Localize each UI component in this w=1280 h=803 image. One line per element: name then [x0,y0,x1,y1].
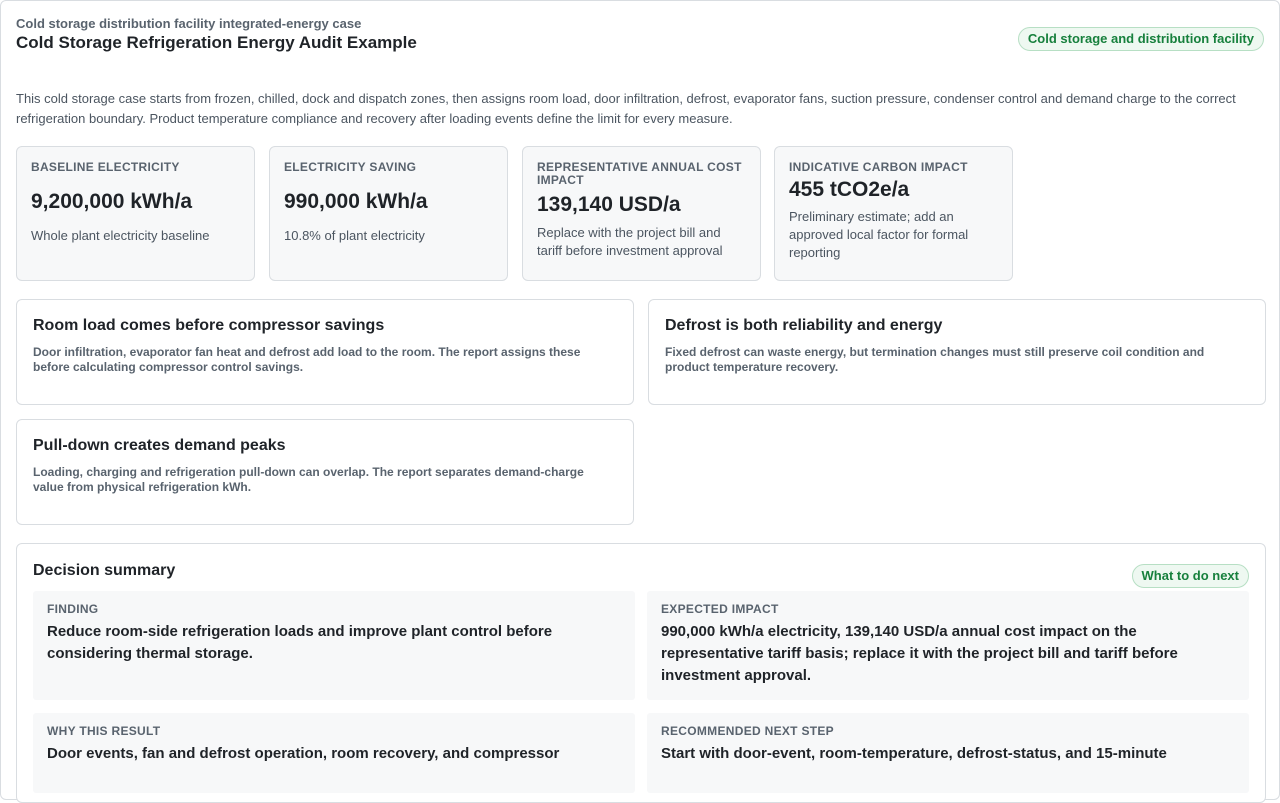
metric-label: INDICATIVE CARBON IMPACT [789,160,968,174]
summary-cell-text: 990,000 kWh/a electricity, 139,140 USD/a annual cost impact on the representative tariff basis; replace it with the project bill and tariff before investment approval. [661,623,1178,684]
summary-cell-label: RECOMMENDED NEXT STEP [661,724,834,738]
case-eyebrow: Cold storage distribution facility integrated-energy case [16,16,362,31]
insight-body: Fixed defrost can waste energy, but termination changes must still preserve coil condition and product temperature recovery. [665,345,1205,374]
summary-cell-label: FINDING [47,602,99,616]
decision-summary-panel [16,543,1266,803]
summary-cell-recommended-next-step [647,713,1249,793]
summary-cell-finding [33,591,635,700]
page-header [16,16,1264,56]
metric-card-electricity-saving [269,146,508,281]
metric-value: 990,000 kWh/a [284,190,428,213]
page-title: Cold Storage Refrigeration Energy Audit Example [16,33,417,52]
summary-cell-expected-impact [647,591,1249,700]
metric-value: 9,200,000 kWh/a [31,190,193,213]
metric-note: Replace with the project bill and tariff before investment approval [537,225,723,258]
insight-title: Room load comes before compressor savings [33,317,385,334]
metric-note: Preliminary estimate; add an approved local factor for formal reporting [789,209,969,260]
insight-title: Pull-down creates demand peaks [33,437,286,454]
insight-card-room-load [16,299,634,405]
what-to-do-next-badge: What to do next [1132,564,1250,588]
metric-card-baseline-electricity [16,146,255,281]
insight-body: Door infiltration, evaporator fan heat and defrost add load to the room. The report assigns these before calculating compressor control savings. [33,345,581,374]
insight-body: Loading, charging and refrigeration pull-down can overlap. The report separates demand-charge value from physical refrigeration kWh. [33,465,584,494]
facility-type-badge: Cold storage and distribution facility [1018,27,1264,51]
metric-note: 10.8% of plant electricity [284,228,425,243]
decision-summary-title: Decision summary [33,562,176,579]
metric-label: BASELINE ELECTRICITY [31,160,180,174]
summary-cell-text: Reduce room-side refrigeration loads and improve plant control before considering thermal storage. [47,623,553,662]
metric-note: Whole plant electricity baseline [31,228,210,243]
metric-value: 139,140 USD/a [537,193,681,216]
summary-cell-text: Door events, fan and defrost operation, room recovery, and compressor [47,745,560,762]
insight-card-pull-down [16,419,634,525]
metric-label: REPRESENTATIVE ANNUAL COST IMPACT [537,160,742,187]
metric-label: ELECTRICITY SAVING [284,160,417,174]
summary-cell-label: WHY THIS RESULT [47,724,161,738]
summary-cell-text: Start with door-event, room-temperature, defrost-status, and 15-minute [661,745,1167,762]
metric-value: 455 tCO2e/a [789,178,910,201]
summary-cell-why-this-result [33,713,635,793]
case-intro: This cold storage case starts from frozen, chilled, dock and dispatch zones, then assigns room load, door infiltration, defrost, evaporator fans, suction pressure, condenser control and demand charge to the correct refrigeration boundary. Product temperature compliance and recovery after loading events define the limit for every measure. [16,91,1236,126]
metric-card-carbon-impact [774,146,1013,281]
insight-card-defrost [648,299,1266,405]
insight-title: Defrost is both reliability and energy [665,317,943,334]
metric-card-annual-cost-impact [522,146,761,281]
summary-cell-label: EXPECTED IMPACT [661,602,779,616]
